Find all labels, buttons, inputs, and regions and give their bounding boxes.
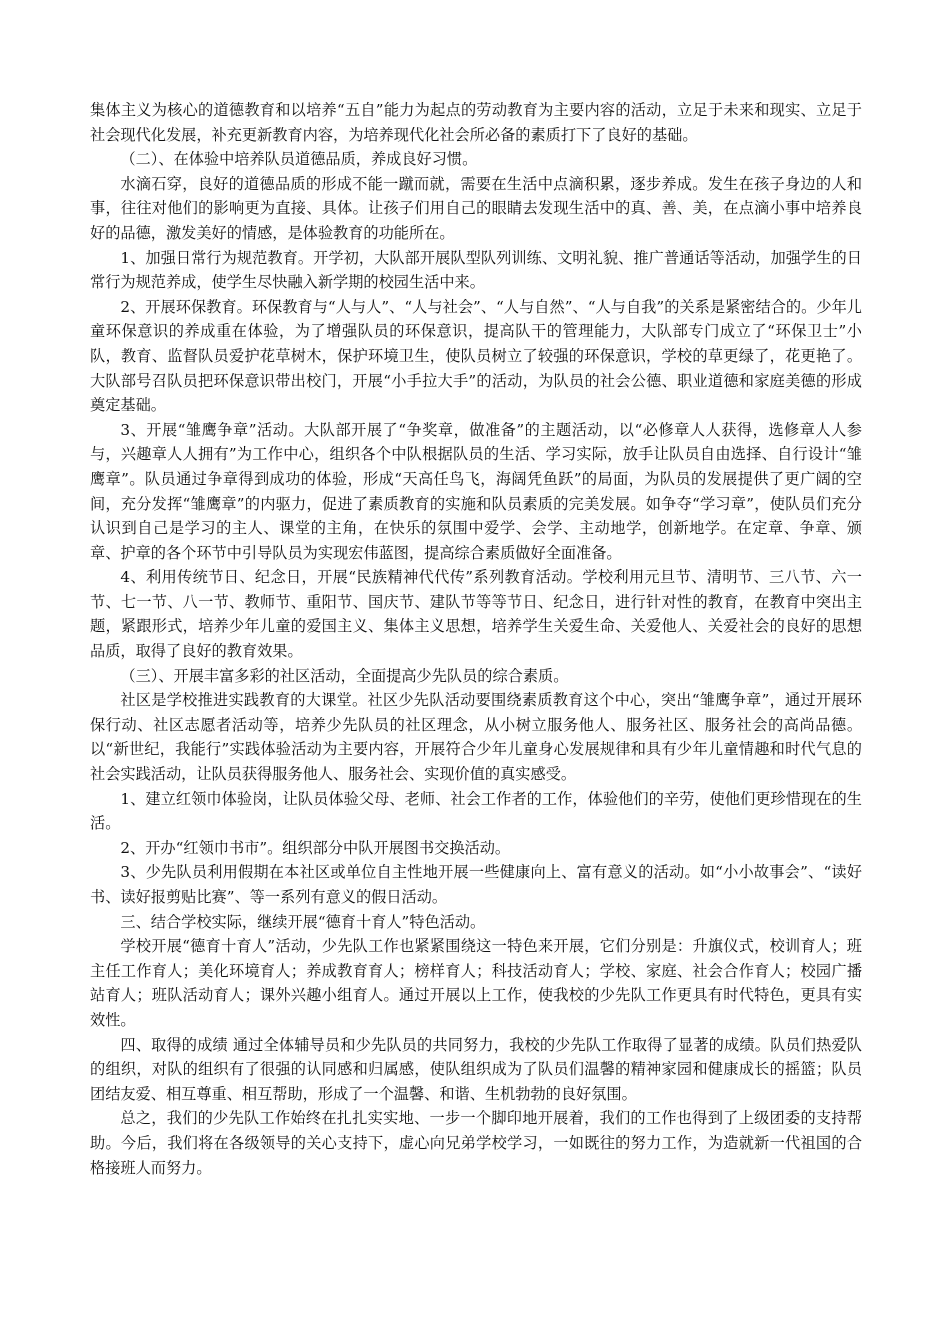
section-heading-3: （三）、开展丰富多彩的社区活动，全面提高少先队员的综合素质。 [120, 666, 569, 685]
list-item: 3、开展“雏鹰争章”活动。大队部开展了“争奖章，做准备”的主题活动，以“必修章人人获得，选修章人人参与，兴趣章人人拥有”为工作中心，组织各个中队根据队员的生活、学习实际，放手让队员自由选择、自行设计“雏鹰章”。队员通过争章得到成功的体验，形成“天高任鸟飞，海阔凭鱼跃”的局面，为队员的发展提供了更广阔的空间，充分发挥“雏鹰章”的内驱力，促进了素质教育的实施和队员素质的完美发展。如争夺“学习章”，使队员们充分认识到自己是学习的主人、课堂的主角，在快乐的氛围中爱学、会学、主动地学，创新地学。在定章、争章、颁章、护章的各个环节中引导队员为实现宏伟蓝图，提高综合素质做好全面准备。 [90, 420, 862, 562]
paragraph: 学校开展“德育十育人”活动，少先队工作也紧紧围绕这一特色来开展，它们分别是：升旗仪式，校训育人；班主任工作育人；美化环境育人；养成教育育人；榜样育人；科技活动育人；学校、家庭、社会合作育人；校园广播站育人；班队活动育人；课外兴趣小组育人。通过开展以上工作，使我校的少先队工作更具有时代特色，更具有实效性。 [90, 937, 862, 1029]
list-item: 2、开展环保教育。环保教育与“人与人”、“人与社会”、“人与自然”、“人与自我”的关系是紧密结合的。少年儿童环保意识的养成重在体验，为了增强队员的环保意识，提高队干的管理能力，大队部专门成立了“环保卫士”小队，教育、监督队员爱护花草树木，保护环境卫生，使队员树立了较强的环保意识，学校的草更绿了，花更艳了。大队部号召队员把环保意识带出校门，开展“小手拉大手”的活动，为队员的社会公德、职业道德和家庭美德的形成奠定基础。 [90, 297, 862, 415]
paragraph: 水滴石穿，良好的道德品质的形成不能一蹴而就，需要在生活中点滴积累，逐步养成。发生在孩子身边的人和事，往往对他们的影响更为直接、具体。让孩子们用自己的眼睛去发现生活中的真、善、美，在点滴小事中培养良好的品德，激发美好的情感，是体验教育的功能所在。 [90, 174, 862, 242]
list-item: 1、建立红领巾体验岗，让队员体验父母、老师、社会工作者的工作，体验他们的辛劳，使他们更珍惜现在的生活。 [90, 789, 862, 833]
list-item: 3、少先队员利用假期在本社区或单位自主性地开展一些健康向上、富有意义的活动。如“小小故事会”、“读好书、读好报剪贴比赛”、等一系列有意义的假日活动。 [90, 863, 862, 906]
document-page [90, 98, 862, 1180]
list-item: 2、开办“红领巾书市”。组织部分中队开展图书交换活动。 [120, 838, 511, 857]
section-achievements: 四、取得的成绩 通过全体辅导员和少先队员的共同努力，我校的少先队工作取得了显著的成绩。队员们热爱队的组织，对队的组织有了很强的认同感和归属感，使队组织成为了队员们温馨的精神家园和健康成长的摇篮；队员团结友爱、相互尊重、相互帮助，形成了一个温馨、和谐、生机勃勃的良好氛围。 [90, 1035, 862, 1103]
paragraph: 社区是学校推进实践教育的大课堂。社区少先队活动要围绕素质教育这个中心，突出“雏鹰争章”，通过开展环保行动、社区志愿者活动等，培养少先队员的社区理念，从小树立服务他人、服务社区、服务社会的高尚品德。以“新世纪，我能行”实践体验活动为主要内容，开展符合少年儿童身心发展规律和具有少年儿童情趣和时代气息的社会实践活动，让队员获得服务他人、服务社会、实现价值的真实感受。 [90, 691, 862, 784]
section-heading-three: 三、结合学校实际，继续开展“德育十育人”特色活动。 [120, 912, 486, 931]
list-item: 4、利用传统节日、纪念日，开展“民族精神代代传”系列教育活动。学校利用元旦节、清明节、三八节、六一节、七一节、八一节、教师节、重阳节、国庆节、建队节等等节日、纪念日，进行针对性的教育，在教育中突出主题，紧跟形式，培养少年儿童的爱国主义、集体主义思想，培养学生关爱生命、关爱他人、关爱社会的良好的思想品质，取得了良好的教育效果。 [90, 568, 862, 661]
conclusion-paragraph: 总之，我们的少先队工作始终在扎扎实实地、一步一个脚印地开展着，我们的工作也得到了上级团委的支持帮助。今后，我们将在各级领导的关心支持下，虚心向兄弟学校学习，一如既往的努力工作，为造就新一代祖国的合格接班人而努力。 [90, 1109, 862, 1177]
section-heading-2: （二）、在体验中培养队员道德品质，养成良好习惯。 [120, 150, 478, 169]
paragraph-continuation: 集体主义为核心的道德教育和以培养“五自”能力为起点的劳动教育为主要内容的活动，立足于未来和现实、立足于社会现代化发展，补充更新教育内容，为培养现代化社会所必备的素质打下了良好的基础。 [90, 101, 862, 144]
list-item: 1、加强日常行为规范教育。开学初，大队部开展队型队列训练、文明礼貌、推广普通话等活动，加强学生的日常行为规范养成，使学生尽快融入新学期的校园生活中来。 [90, 248, 862, 292]
